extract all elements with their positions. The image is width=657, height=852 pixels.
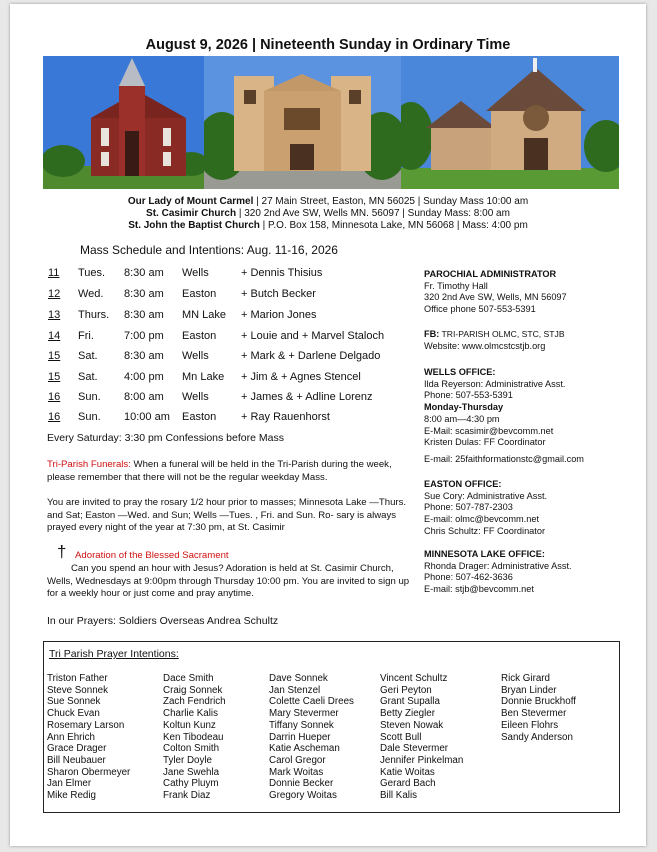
prayer-intentions-box [43, 641, 620, 813]
easton-email[interactable]: E-mail: olmc@bevcomm.net [424, 514, 540, 525]
prayer-column-3: Dave Sonnek Jan Stenzel Colette Caeli Drees Mary Stevermer Tiffany Sonnek Darrin Hueper Katie Ascheman Carol Gregor Mark Woitas Donnie Becker Gregory Woitas [269, 673, 354, 802]
church-address-2: St. Casimir Church | 320 2nd Ave SW, Wells MN. 56097 | Sunday Mass: 8:00 am [146, 208, 510, 219]
mnlake-office-block: MINNESOTA LAKE OFFICE: Rhonda Drager: Administrative Asst. Phone: 507-462-3636 E-mail: stjb@bevcomm.net [424, 549, 634, 596]
church-photo-st-casimir [204, 56, 401, 189]
schedule-row: 16 Sun. 8:00 am Wells + James & + Adline Lorenz [48, 391, 373, 403]
prayer-column-1: Triston Father Steve Sonnek Sue Sonnek Chuck Evan Rosemary Larson Ann Ehrich Grace Drager Bill Neubauer Sharon Obermeyer Jan Elmer Mike Redig [47, 673, 131, 802]
rosary-note: You are invited to pray the rosary 1/2 hour prior to masses; Minnesota Lake —Thurs. and Sat; Easton —Wed. and Sun; Wells —Tues. , Fri. and Sun. Ro- sary is always prayed every night of the year at 7:30 pm, at St. Casimir [47, 497, 407, 533]
prayer-column-2: Dace Smith Craig Sonnek Zach Fendrich Charlie Kalis Koltun Kunz Ken Tibodeau Colton Smith Tyler Doyle Jane Swehla Cathy Pluym Frank Diaz [163, 673, 226, 802]
prayer-column-4: Vincent Schultz Geri Peyton Grant Supalla Betty Ziegler Steven Nowak Scott Bull Dale Stevermer Jennifer Pinkelman Katie Woitas Gerard Bach Bill Kalis [380, 673, 464, 802]
cross-icon: † [57, 542, 67, 561]
adoration-text: Can you spend an hour with Jesus? Adoration is held at St. Casimir Church, Wells, Wednesdays at 9:00pm through Thursday 10:00 pm. You are invited to sign up for a weekly hour or just come and pray anytime. [47, 563, 410, 599]
adoration-section [47, 542, 412, 601]
prayers-line: In our Prayers: Soldiers Overseas Andrea Schultz [47, 615, 279, 627]
church-address-1: Our Lady of Mount Carmel | 27 Main Street, Easton, MN 56025 | Sunday Mass 10:00 am [127, 196, 529, 207]
adoration-title: Adoration of the Blessed Sacrament [75, 550, 229, 561]
church-photos [43, 56, 619, 189]
schedule-row: 14 Fri. 7:00 pm Easton + Louie and + Marvel Staloch [48, 330, 385, 342]
wells-email[interactable]: E-Mail: scasimir@bevcomm.net [424, 425, 554, 436]
church-photo-st-john [401, 56, 619, 189]
schedule-row: 13 Thurs. 8:30 am MN Lake + Marion Jones [48, 309, 317, 321]
schedule-row: 12 Wed. 8:30 am Easton + Butch Becker [48, 288, 316, 300]
schedule-row: 11 Tues. 8:30 am Wells + Dennis Thisius [48, 267, 323, 279]
ff-email[interactable]: E-mail: 25faithformationstc@gmail.com [424, 453, 584, 464]
wells-office-block: WELLS OFFICE: Ilda Reyerson: Administrative Asst. Phone: 507-553-5391 Monday-Thursday 8:00 am—4:30 pm E-Mail: scasimir@bevcomm.net Kristen Dulas: FF Coordinator E-mail: 25faithformationstc@gmail.com [424, 367, 634, 466]
schedule-row: 16 Sun. 10:00 am Easton + Ray Rauenhorst [48, 411, 330, 423]
facebook-block: FB: TRI-PARISH OLMC, STC, STJB Website: www.olmcstcstjb.org [424, 329, 634, 352]
bulletin-page [10, 4, 646, 846]
bulletin-title: August 9, 2026 | Nineteenth Sunday in Ordinary Time [145, 37, 511, 53]
church-photo-mount-carmel [43, 56, 204, 189]
website-link[interactable]: Website: www.olmcstcstjb.org [424, 340, 546, 351]
administrator-block: PAROCHIAL ADMINISTRATOR Fr. Timothy Hall 320 2nd Ave SW, Wells, MN 56097 Office phone 507-553-5391 [424, 269, 567, 315]
funerals-label: Tri-Parish Funerals: [47, 459, 131, 470]
mass-schedule-heading: Mass Schedule and Intentions: Aug. 11-16, 2026 [80, 243, 338, 257]
prayer-column-5: Rick Girard Bryan Linder Donnie Bruckhoff Ben Stevermer Eileen Flohrs Sandy Anderson [501, 673, 576, 743]
schedule-row: 15 Sat. 4:00 pm Mn Lake + Jim & + Agnes Stencel [48, 371, 361, 383]
prayer-intentions-title: Tri Parish Prayer Intentions: [49, 648, 179, 660]
church-address-3: St. John the Baptist Church | P.O. Box 158, Minnesota Lake, MN 56068 | Mass: 4:00 pm [128, 220, 528, 231]
confessions-note: Every Saturday: 3:30 pm Confessions before Mass [47, 432, 284, 444]
mnlake-email[interactable]: E-mail: stjb@bevcomm.net [424, 584, 534, 595]
easton-office-block: EASTON OFFICE: Sue Cory: Administrative Asst. Phone: 507-787-2303 E-mail: olmc@bevcomm.net Chris Schultz: FF Coordinator [424, 479, 634, 538]
schedule-row: 15 Sat. 8:30 am Wells + Mark & + Darlene Delgado [48, 350, 381, 362]
funerals-note: Tri-Parish Funerals: When a funeral will be held in the Tri-Parish during the week, please remember that there will not be the regular weekday Mass. [47, 459, 392, 483]
